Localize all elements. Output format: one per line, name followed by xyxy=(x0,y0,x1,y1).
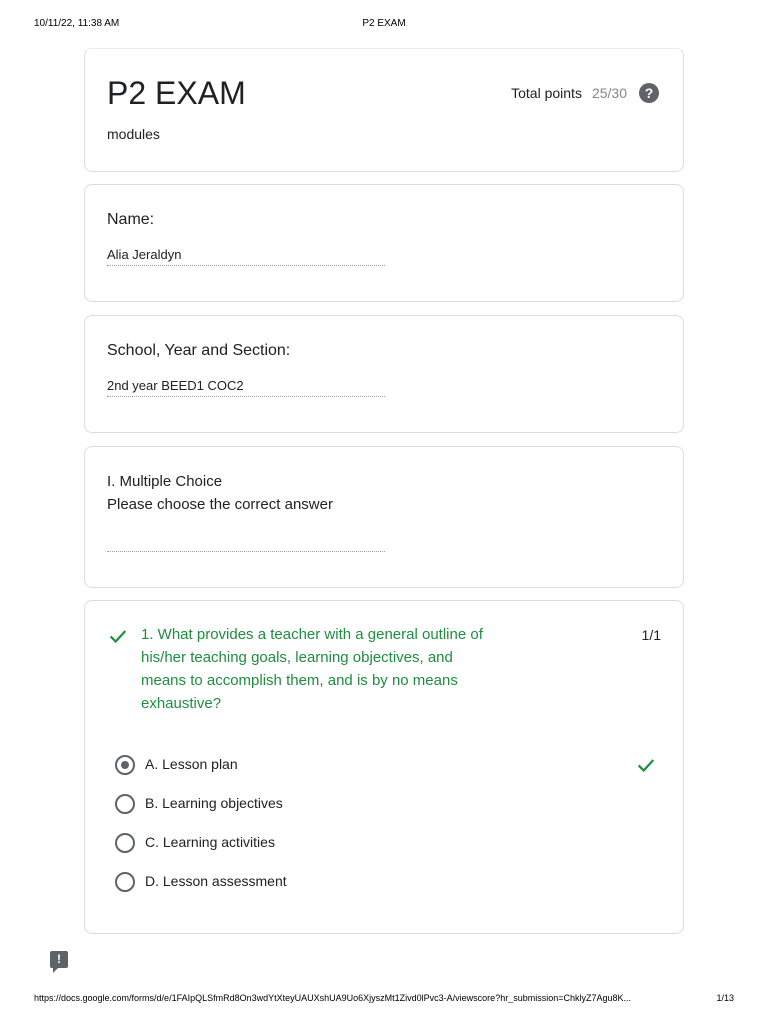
radio-unselected-icon[interactable] xyxy=(115,833,135,853)
feedback-icon[interactable]: ! xyxy=(50,951,68,968)
name-field-card xyxy=(84,184,684,302)
question-card xyxy=(84,600,684,934)
name-answer: Alia Jeraldyn xyxy=(107,247,385,266)
print-header xyxy=(34,18,734,32)
total-score: 25/30 xyxy=(591,85,627,101)
section-divider xyxy=(107,551,385,552)
print-footer xyxy=(34,993,734,1007)
section-card xyxy=(84,446,684,588)
option-label: A. Lesson plan xyxy=(145,756,238,772)
help-circle-icon[interactable]: ? xyxy=(639,83,659,103)
radio-unselected-icon[interactable] xyxy=(115,872,135,892)
correct-answer-check-icon xyxy=(635,754,657,776)
name-label: Name: xyxy=(107,211,155,228)
form-title: P2 EXAM xyxy=(107,75,246,111)
radio-unselected-icon[interactable] xyxy=(115,794,135,814)
school-field-card xyxy=(84,315,684,433)
school-answer: 2nd year BEED1 COC2 xyxy=(107,378,385,397)
question-text: 1. What provides a teacher with a general outline of his/her teaching goals, learning objectives, and means to accomplish them, and is by no means exhaustive? xyxy=(141,626,483,712)
page-number: 1/13 xyxy=(716,993,734,1003)
correct-check-icon xyxy=(107,625,129,647)
total-points-label: Total points xyxy=(511,85,582,101)
school-label: School, Year and Section: xyxy=(107,342,291,359)
section-title: I. Multiple Choice xyxy=(107,473,223,490)
print-datetime: 10/11/22, 11:38 AM xyxy=(34,18,120,29)
option-label: D. Lesson assessment xyxy=(145,873,287,889)
print-page-title: P2 EXAM xyxy=(362,18,406,29)
option-label: B. Learning objectives xyxy=(145,795,283,811)
option-label: C. Learning activities xyxy=(145,834,275,850)
section-instructions: Please choose the correct answer xyxy=(107,496,333,513)
page-url: https://docs.google.com/forms/d/e/1FAIpQLSfmRd8On3wdYtXteyUAUXshUA9Uo6XjyszMt1Zivd0lPvc3-A/viewscore?hr_submission=ChklyZ7Agu8K... xyxy=(34,993,632,1003)
form-description: modules xyxy=(107,126,160,142)
total-points xyxy=(511,85,627,101)
question-points: 1/1 xyxy=(641,627,661,643)
radio-selected-icon[interactable] xyxy=(115,755,135,775)
form-header-card xyxy=(84,48,684,172)
